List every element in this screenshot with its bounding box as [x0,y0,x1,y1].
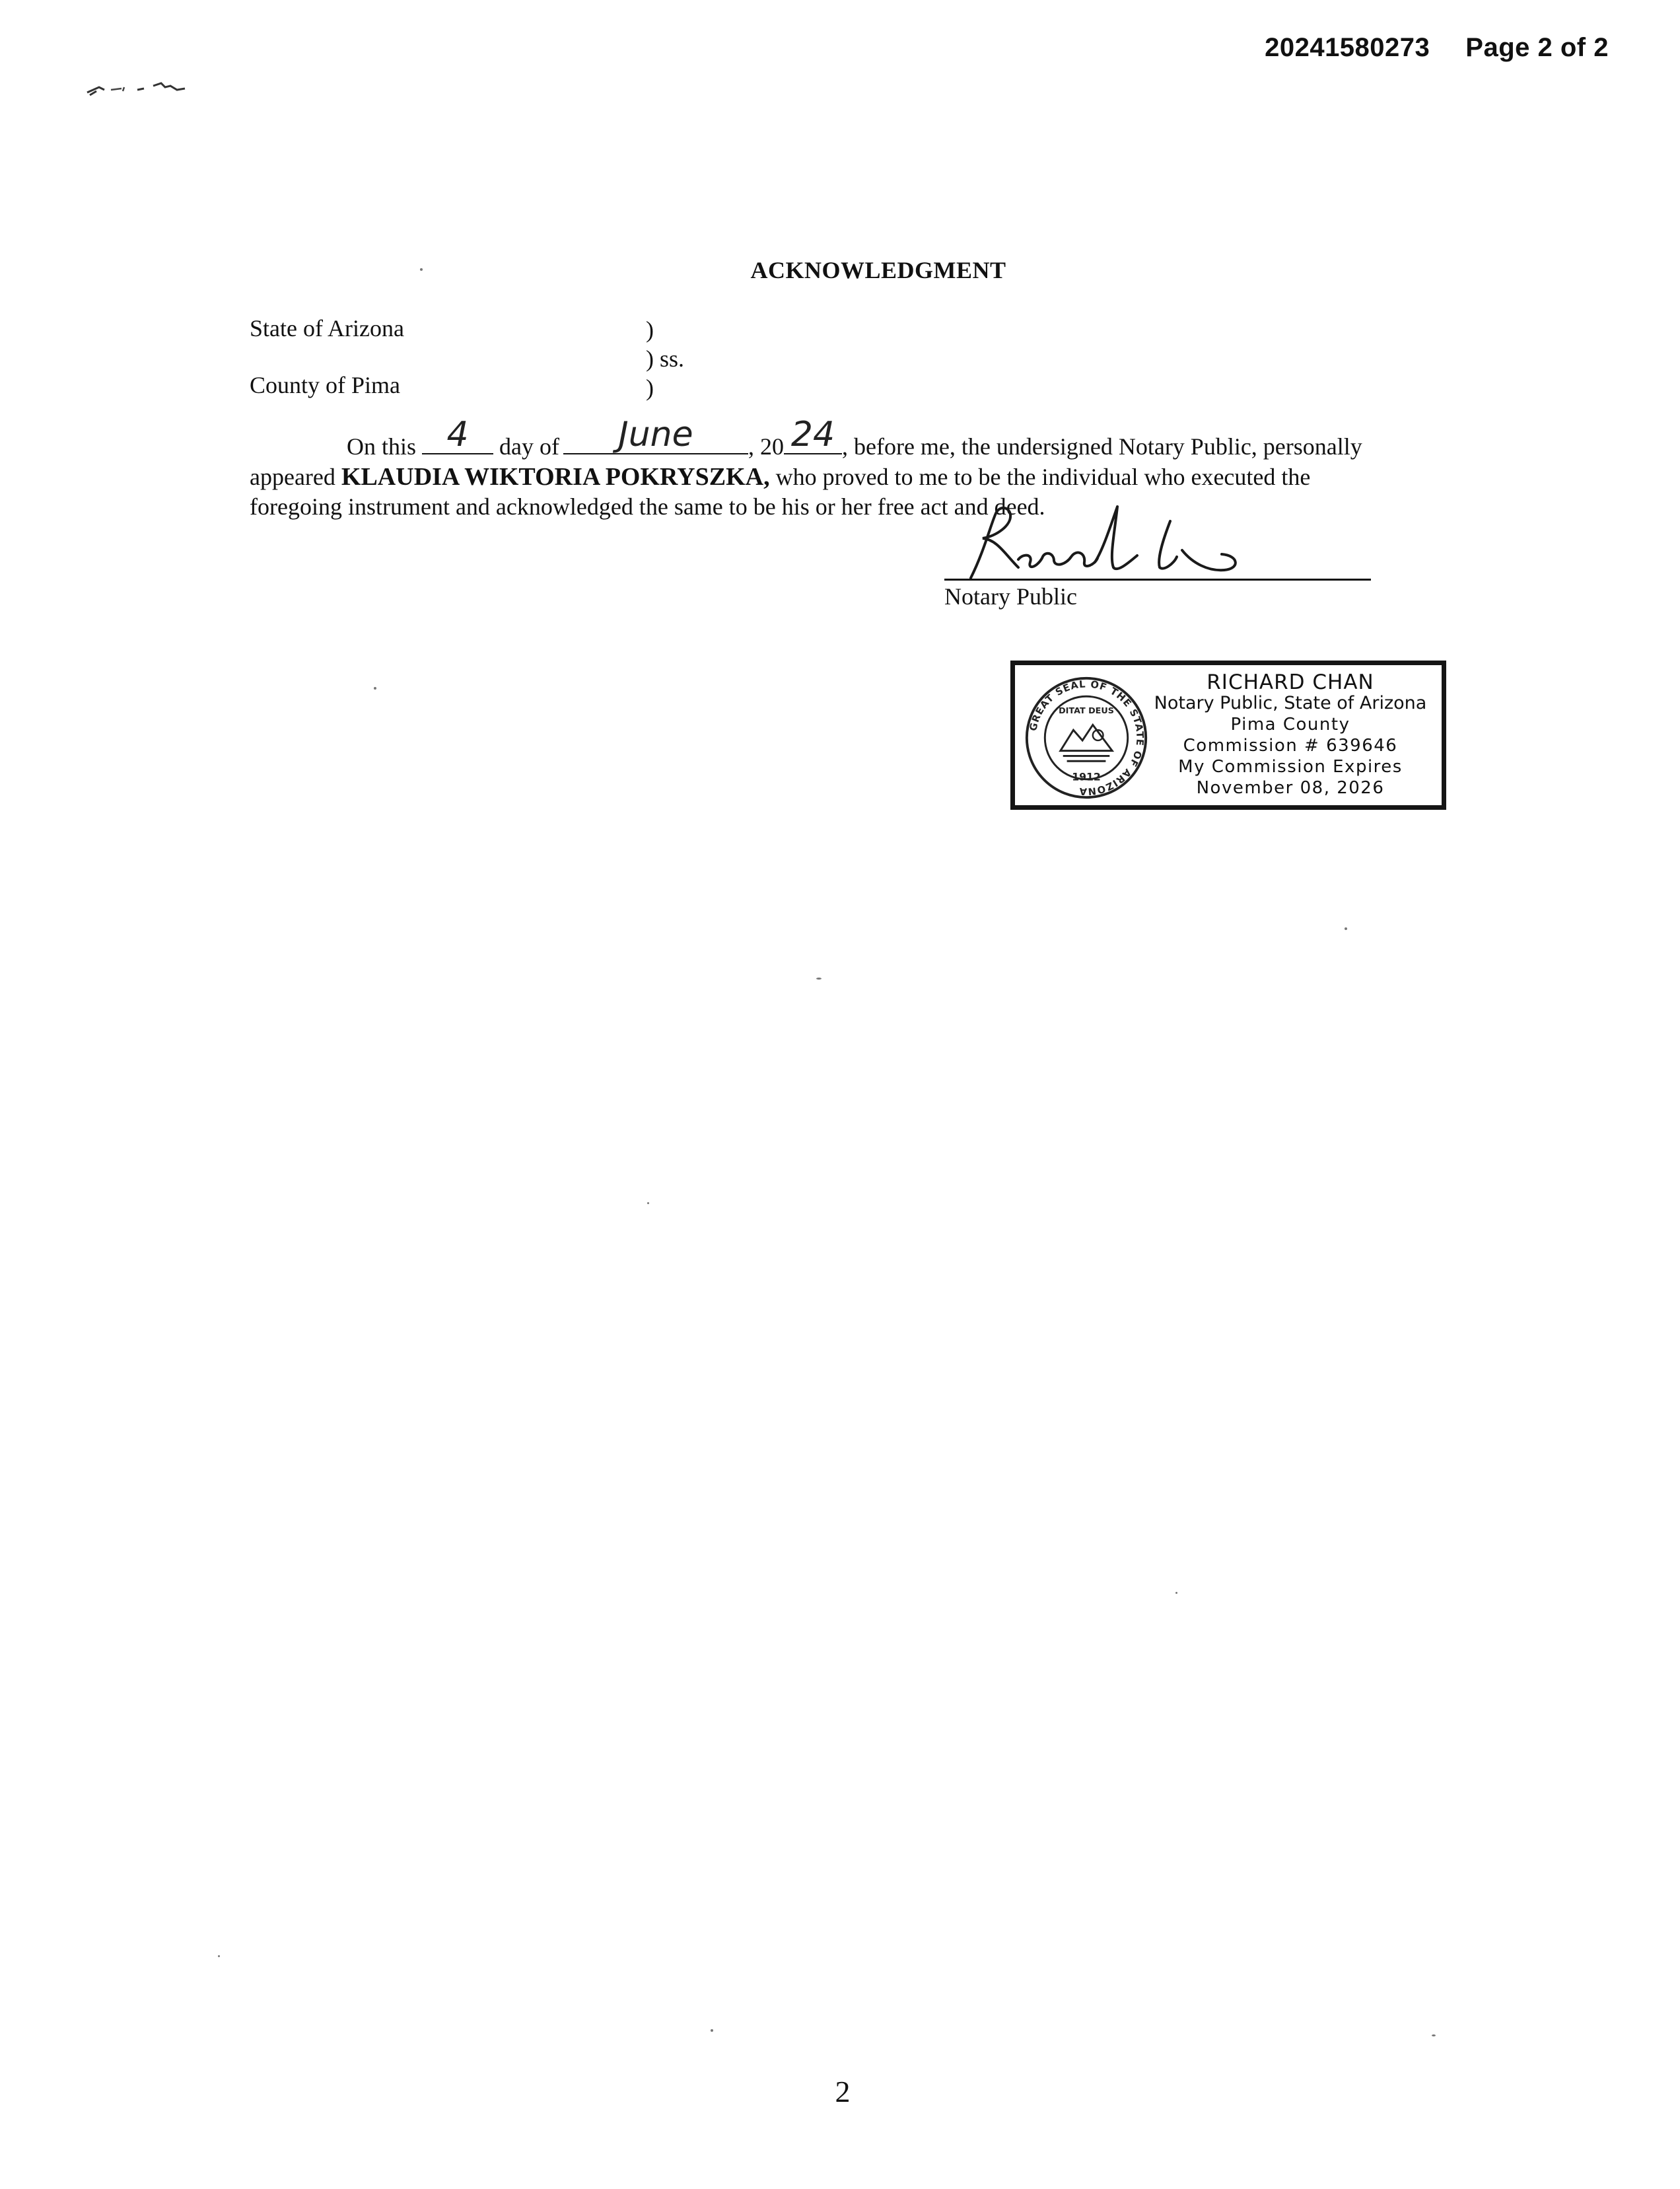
seal-year: 1912 [1072,770,1101,783]
seal-ring-text: GREAT SEAL OF THE STATE OF ARIZONA [1028,678,1146,797]
arizona-state-seal [1022,673,1151,803]
document-header [1265,33,1609,63]
text-proved: who proved to me to be the individual who executed the [775,464,1311,490]
acknowledgment-line-2 [250,462,1310,491]
commission-expiry-date: November 08, 2026 [1196,778,1385,798]
acknowledgment-line-1 [347,415,1362,460]
commission-expires-label: My Commission Expires [1178,757,1403,777]
scan-speck [647,1202,649,1204]
notary-title: Notary Public, State of Arizona [1154,693,1427,713]
venue-paren: ) [646,316,654,343]
signature-line [944,579,1371,581]
scan-speck [1345,927,1347,930]
document-title: ACKNOWLEDGMENT [750,257,1006,283]
seal-motto: DITAT DEUS [1059,705,1114,716]
venue-paren: ) [646,375,654,401]
text-appeared: appeared [250,464,335,490]
scan-artifact-mark [85,78,197,98]
notary-signature [944,499,1374,585]
day-blank [422,415,493,454]
scan-speck [1432,2034,1436,2036]
notary-name: RICHARD CHAN [1207,670,1374,694]
handwritten-month: June [618,415,693,454]
scan-speck [711,2029,713,2032]
text-on-this: On this [347,433,417,460]
page-indicator: Page 2 of 2 [1465,33,1609,62]
venue-ss: ) ss. [646,345,685,372]
scan-speck [420,268,423,271]
signer-name: KLAUDIA WIKTORIA POKRYSZKA, [341,463,770,491]
stamp-text-block [1143,672,1438,799]
notary-stamp [1010,661,1446,810]
scan-speck [374,687,376,690]
venue-state: State of Arizona [250,315,404,341]
acknowledgment-line-3: foregoing instrument and acknowledged the same to be his or her free act and deed. [250,493,1045,520]
text-day-of: day of [499,433,559,460]
month-blank [563,415,748,454]
year-blank [784,415,842,454]
page-number: 2 [835,2075,851,2108]
scan-speck [1175,1592,1177,1594]
scan-speck [218,1955,220,1957]
scan-speck [816,978,822,980]
text-before-me: , before me, the undersigned Notary Public, personally [841,433,1362,460]
commission-number: Commission # 639646 [1183,736,1398,756]
signature-label: Notary Public [944,583,1077,610]
venue-county: County of Pima [250,372,401,398]
notary-county: Pima County [1230,715,1350,735]
handwritten-day: 4 [446,415,469,454]
document-number: 20241580273 [1265,33,1430,62]
text-year-prefix: , 20 [748,433,784,460]
handwritten-year: 24 [790,415,835,454]
